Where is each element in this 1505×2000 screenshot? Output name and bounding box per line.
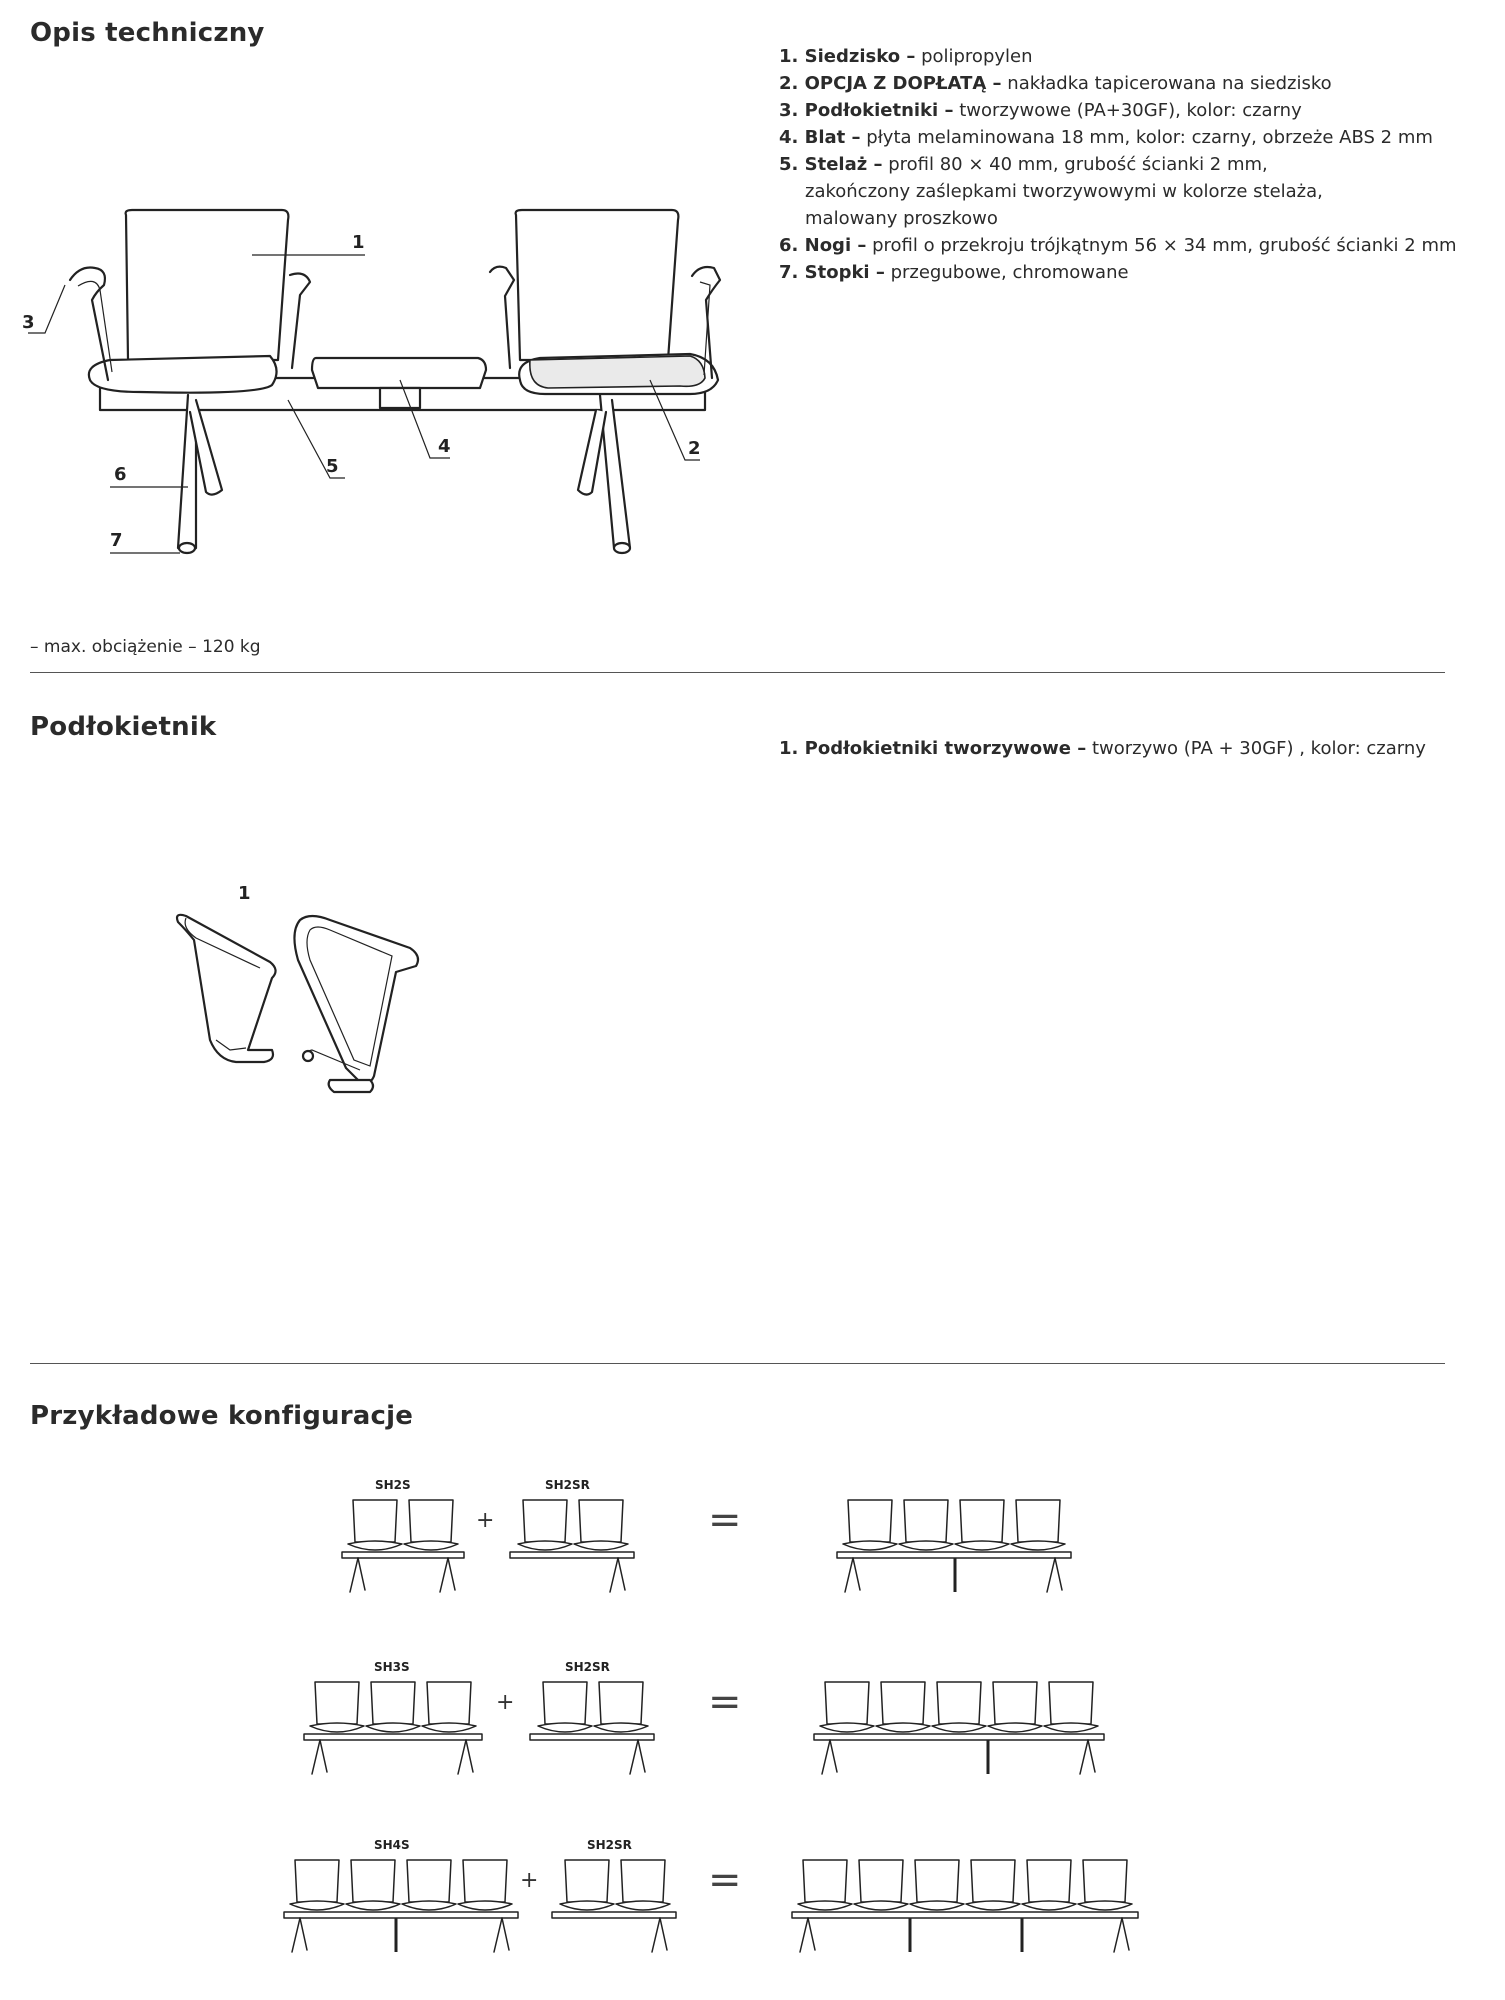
bench-leg: [1122, 1918, 1129, 1950]
seat: [422, 1723, 476, 1732]
seat-back: [993, 1682, 1037, 1724]
callout-2: 2: [688, 438, 701, 459]
spec-value: malowany proszkowo: [805, 208, 998, 229]
bench-leg: [292, 1918, 300, 1952]
seat: [404, 1541, 458, 1550]
seat-back: [859, 1860, 903, 1902]
seat: [854, 1901, 908, 1910]
seat-back: [579, 1500, 623, 1542]
bench-beam: [837, 1552, 1071, 1558]
seat-back: [1049, 1682, 1093, 1724]
config-label-right: SH2SR: [565, 1660, 610, 1674]
section-title-technical: Opis techniczny: [30, 18, 265, 48]
seat: [346, 1901, 400, 1910]
seat-back: [409, 1500, 453, 1542]
seat: [458, 1901, 512, 1910]
bench-icon: [342, 1500, 464, 1592]
bench-beam: [284, 1912, 518, 1918]
bench-leg: [358, 1558, 365, 1590]
bench-leg: [660, 1918, 667, 1950]
bench-icon: [510, 1500, 634, 1592]
seat-back: [915, 1860, 959, 1902]
max-load-note: – max. obciążenie – 120 kg: [30, 637, 261, 657]
seat: [518, 1541, 572, 1550]
spec-key: 6. Nogi –: [779, 235, 867, 256]
seat: [1044, 1723, 1098, 1732]
spec-value: polipropylen: [915, 46, 1033, 67]
seat-back: [315, 1682, 359, 1724]
bench-icon: [792, 1860, 1138, 1952]
seat-back: [599, 1682, 643, 1724]
bench-icon: [552, 1860, 676, 1952]
bench-leg: [800, 1918, 808, 1952]
seat: [594, 1723, 648, 1732]
bench-leg: [822, 1740, 830, 1774]
bench-leg: [652, 1918, 660, 1952]
bench-leg: [320, 1740, 327, 1772]
seat-back: [351, 1860, 395, 1902]
spec-value: profil 80 × 40 mm, grubość ścianki 2 mm,: [882, 154, 1268, 175]
bench-leg: [618, 1558, 625, 1590]
bench-icon: [837, 1500, 1071, 1592]
bench-leg: [312, 1740, 320, 1774]
seat-back: [543, 1682, 587, 1724]
plus-sign: +: [476, 1508, 495, 1533]
seat: [820, 1723, 874, 1732]
seat-back: [407, 1860, 451, 1902]
seat: [574, 1541, 628, 1550]
bench-beam: [342, 1552, 464, 1558]
bench-icon: [530, 1682, 654, 1774]
spec-key: 2. OPCJA Z DOPŁATĄ –: [779, 73, 1002, 94]
section-title-armrest: Podłokietnik: [30, 712, 217, 742]
seat: [348, 1541, 402, 1550]
plus-sign: +: [496, 1690, 515, 1715]
callout-1: 1: [352, 232, 365, 253]
callout-5: 5: [326, 456, 339, 477]
bench-leg: [458, 1740, 466, 1774]
config-label-left: SH3S: [374, 1660, 410, 1674]
seat-back: [881, 1682, 925, 1724]
bench-leg: [638, 1740, 645, 1772]
seat-back: [371, 1682, 415, 1724]
spec-key: 1. Podłokietniki tworzywowe –: [779, 738, 1087, 759]
bench-leg: [830, 1740, 837, 1772]
seat: [876, 1723, 930, 1732]
bench-beam: [552, 1912, 676, 1918]
bench-beam: [814, 1734, 1104, 1740]
equals-sign: =: [708, 1857, 742, 1903]
seat-back: [565, 1860, 609, 1902]
bench-leg: [1114, 1918, 1122, 1952]
callout-7: 7: [110, 530, 123, 551]
bench-beam: [530, 1734, 654, 1740]
seat-back: [523, 1500, 567, 1542]
seat-back: [427, 1682, 471, 1724]
seat: [1078, 1901, 1132, 1910]
bench-leg: [610, 1558, 618, 1592]
bench-leg: [466, 1740, 473, 1772]
seat-back: [825, 1682, 869, 1724]
bench-leg: [448, 1558, 455, 1590]
seat-back: [848, 1500, 892, 1542]
plus-sign: +: [520, 1868, 539, 1893]
seat: [1011, 1541, 1065, 1550]
seat-back: [295, 1860, 339, 1902]
section-title-configurations: Przykładowe konfiguracje: [30, 1401, 414, 1431]
seat-back: [803, 1860, 847, 1902]
bench-leg: [1055, 1558, 1062, 1590]
seat: [955, 1541, 1009, 1550]
bench-icon: [814, 1682, 1104, 1774]
bench-icon: [304, 1682, 482, 1774]
seat: [616, 1901, 670, 1910]
bench-icon: [284, 1860, 518, 1952]
seat-back: [960, 1500, 1004, 1542]
callout-6: 6: [114, 464, 127, 485]
seat-back: [463, 1860, 507, 1902]
bench-leg: [853, 1558, 860, 1590]
spec-key: 5. Stelaż –: [779, 154, 883, 175]
seat: [843, 1541, 897, 1550]
bench-leg: [502, 1918, 509, 1950]
seat: [910, 1901, 964, 1910]
config-label-right: SH2SR: [545, 1478, 590, 1492]
seat: [932, 1723, 986, 1732]
bench-leg: [1088, 1740, 1095, 1772]
seat: [966, 1901, 1020, 1910]
bench-leg: [1080, 1740, 1088, 1774]
bench-leg: [300, 1918, 307, 1950]
seat-back: [353, 1500, 397, 1542]
seat-back: [937, 1682, 981, 1724]
spec-key: 3. Podłokietniki –: [779, 100, 954, 121]
bench-leg: [845, 1558, 853, 1592]
spec-key: 7. Stopki –: [779, 262, 885, 283]
seat-back: [1027, 1860, 1071, 1902]
seat: [538, 1723, 592, 1732]
bench-leg: [494, 1918, 502, 1952]
equals-sign: =: [708, 1679, 742, 1725]
bench-leg: [1047, 1558, 1055, 1592]
seat-back: [1016, 1500, 1060, 1542]
bench-leg: [350, 1558, 358, 1592]
seat: [798, 1901, 852, 1910]
armrest-callout-1: 1: [238, 883, 251, 904]
spec-value: przegubowe, chromowane: [884, 262, 1129, 283]
spec-key: 1. Siedzisko –: [779, 46, 916, 67]
spec-value: nakładka tapicerowana na siedzisko: [1001, 73, 1332, 94]
bench-leg: [808, 1918, 815, 1950]
bench-beam: [510, 1552, 634, 1558]
spec-value: zakończony zaślepkami tworzywowymi w kolorze stelaża,: [805, 181, 1323, 202]
config-label-right: SH2SR: [587, 1838, 632, 1852]
seat-back: [621, 1860, 665, 1902]
seat: [366, 1723, 420, 1732]
equals-sign: =: [708, 1497, 742, 1543]
config-label-left: SH4S: [374, 1838, 410, 1852]
seat-back: [904, 1500, 948, 1542]
bench-beam: [792, 1912, 1138, 1918]
seat: [290, 1901, 344, 1910]
spec-value: profil o przekroju trójkątnym 56 × 34 mm, grubość ścianki 2 mm: [866, 235, 1457, 256]
seat: [402, 1901, 456, 1910]
seat: [988, 1723, 1042, 1732]
callout-4: 4: [438, 436, 451, 457]
seat: [560, 1901, 614, 1910]
bench-leg: [630, 1740, 638, 1774]
seat: [1022, 1901, 1076, 1910]
spec-value: tworzywowe (PA+30GF), kolor: czarny: [953, 100, 1302, 121]
spec-value: tworzywo (PA + 30GF) , kolor: czarny: [1086, 738, 1426, 759]
config-label-left: SH2S: [375, 1478, 411, 1492]
seat-back: [971, 1860, 1015, 1902]
bench-leg: [440, 1558, 448, 1592]
seat: [899, 1541, 953, 1550]
bench-beam: [304, 1734, 482, 1740]
seat-back: [1083, 1860, 1127, 1902]
spec-value: płyta melaminowana 18 mm, kolor: czarny, obrzeże ABS 2 mm: [860, 127, 1433, 148]
callout-3: 3: [22, 312, 35, 333]
spec-key: 4. Blat –: [779, 127, 861, 148]
seat: [310, 1723, 364, 1732]
